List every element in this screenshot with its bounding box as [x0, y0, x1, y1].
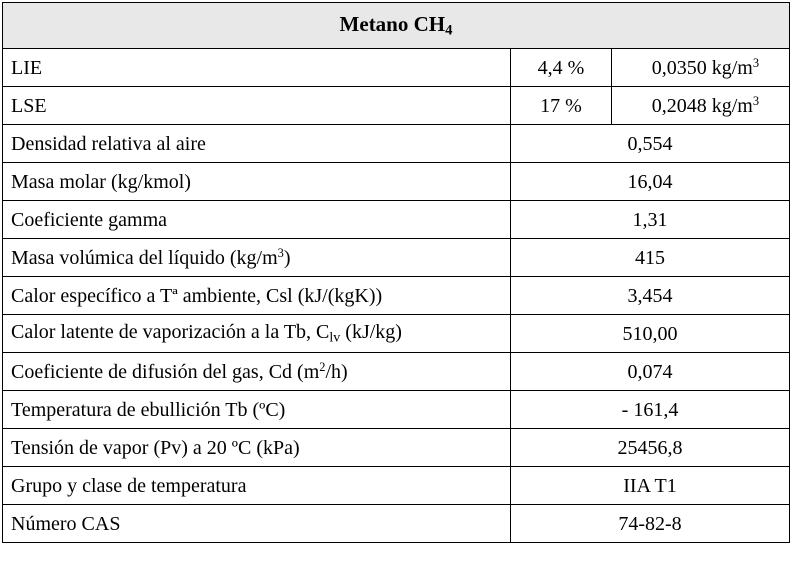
lse-mass	[612, 87, 790, 125]
row-value: 16,04	[511, 163, 790, 201]
table-row-ebullicion	[3, 391, 790, 429]
table-row-difusion	[3, 353, 790, 391]
table-title	[3, 3, 790, 49]
row-value: 25456,8	[511, 429, 790, 467]
row-label	[3, 353, 511, 391]
lie-mass	[612, 49, 790, 87]
table-row-densidad	[3, 125, 790, 163]
table-row-calor-latente	[3, 315, 790, 353]
lse-percent: 17 %	[511, 87, 612, 125]
label-text: Masa volúmica del líquido (kg/m	[11, 246, 278, 269]
row-value: 510,00	[511, 315, 790, 353]
row-label: LSE	[3, 87, 511, 125]
row-value: 74-82-8	[511, 505, 790, 543]
label-superscript: 2	[319, 359, 326, 374]
row-value: 415	[511, 239, 790, 277]
lie-mass-superscript: 3	[752, 55, 760, 70]
row-label	[3, 315, 511, 353]
label-text: Coeficiente de difusión del gas, Cd (m	[11, 360, 320, 383]
row-label: Densidad relativa al aire	[3, 125, 511, 163]
label-superscript: 3	[277, 245, 284, 260]
row-value: 0,554	[511, 125, 790, 163]
row-value: 3,454	[511, 277, 790, 315]
table-row-calor-especifico	[3, 277, 790, 315]
row-value: - 161,4	[511, 391, 790, 429]
label-text-end: )	[283, 246, 291, 269]
table-title-row	[3, 3, 790, 49]
row-label	[3, 239, 511, 277]
row-value: 0,074	[511, 353, 790, 391]
table-row-cas	[3, 505, 790, 543]
label-subscript: lv	[329, 330, 341, 346]
lse-mass-text: 0,2048 kg/m	[651, 94, 753, 117]
table-row-gamma	[3, 201, 790, 239]
row-label: Grupo y clase de temperatura	[3, 467, 511, 505]
row-label: Tensión de vapor (Pv) a 20 ºC (kPa)	[3, 429, 511, 467]
lse-mass-superscript: 3	[752, 93, 760, 108]
properties-table	[2, 2, 790, 543]
table-row-lse	[3, 87, 790, 125]
row-value: 1,31	[511, 201, 790, 239]
table-row-grupo	[3, 467, 790, 505]
row-label: Calor específico a Tª ambiente, Csl (kJ/(kgK))	[3, 277, 511, 315]
row-label: Masa molar (kg/kmol)	[3, 163, 511, 201]
lie-mass-text: 0,0350 kg/m	[651, 56, 753, 79]
row-label: LIE	[3, 49, 511, 87]
row-label: Coeficiente gamma	[3, 201, 511, 239]
title-subscript: 4	[445, 22, 453, 39]
table-row-lie	[3, 49, 790, 87]
table-row-tension	[3, 429, 790, 467]
table-row-masa-molar	[3, 163, 790, 201]
title-text: Metano CH	[339, 11, 446, 36]
lie-percent: 4,4 %	[511, 49, 612, 87]
table-row-masa-volumica	[3, 239, 790, 277]
row-value: IIA T1	[511, 467, 790, 505]
row-label: Número CAS	[3, 505, 511, 543]
row-label: Temperatura de ebullición Tb (ºC)	[3, 391, 511, 429]
label-text-end: /h)	[325, 360, 348, 383]
label-text-end: (kJ/kg)	[340, 321, 402, 344]
label-text: Calor latente de vaporización a la Tb, C	[11, 321, 330, 344]
